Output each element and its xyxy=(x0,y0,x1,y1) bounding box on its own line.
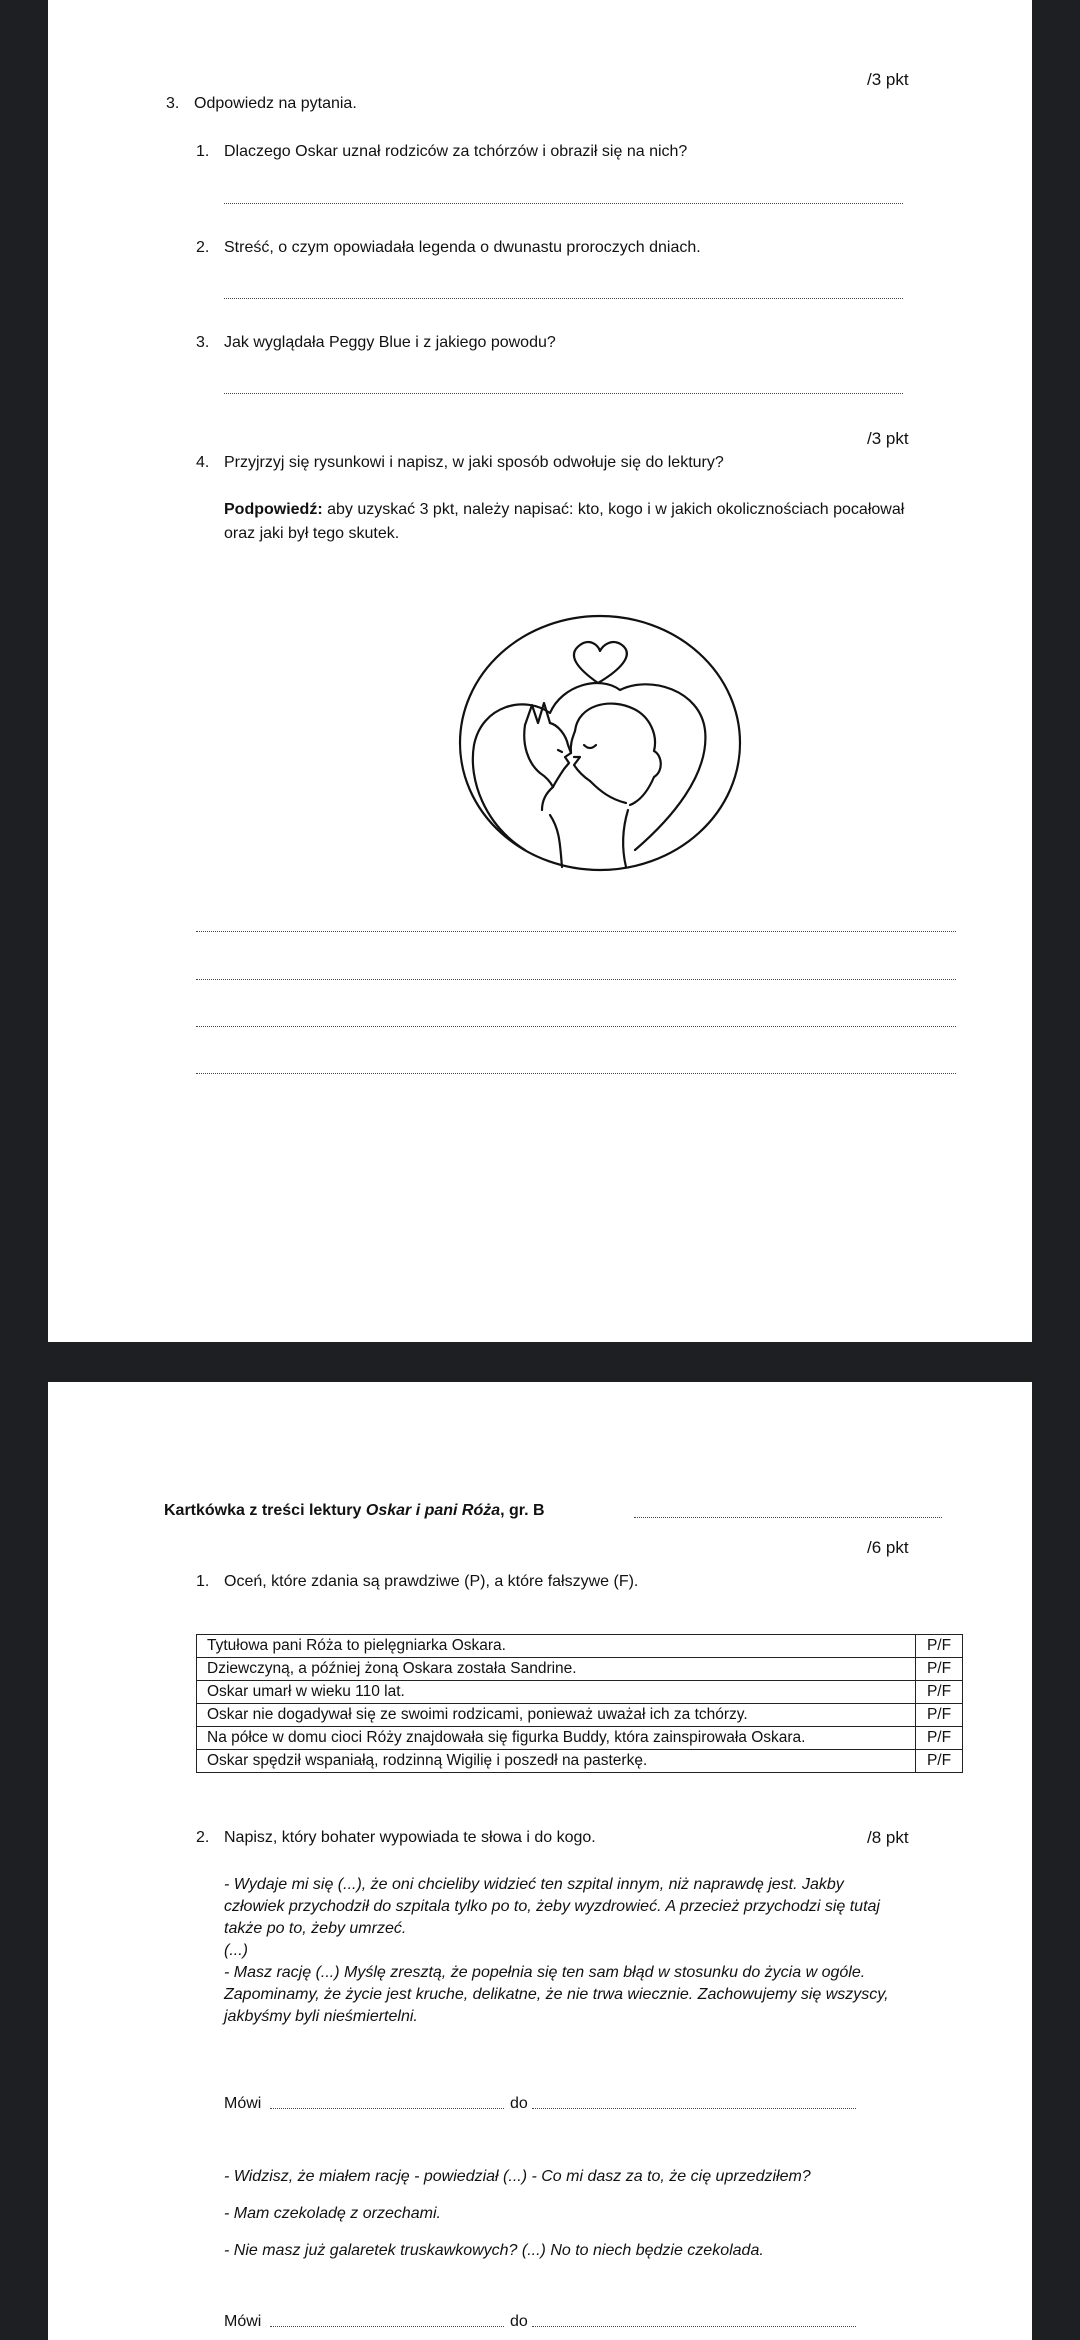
true-false-choice[interactable]: P/F xyxy=(916,1750,963,1773)
table-row xyxy=(197,1704,963,1727)
statement-cell: Na półce w domu cioci Róży znajdowała się figurka Buddy, która zainspirowała Oskara. xyxy=(197,1727,916,1750)
statement-cell: Dziewczyną, a później żoną Oskara została Sandrine. xyxy=(197,1658,916,1681)
true-false-choice[interactable]: P/F xyxy=(916,1727,963,1750)
statement-cell: Tytułowa pani Róża to pielęgniarka Oskara. xyxy=(197,1635,916,1658)
statement-cell: Oskar spędził wspaniałą, rodzinną Wigilię i poszedł na pasterkę. xyxy=(197,1750,916,1773)
recipient-line[interactable] xyxy=(532,2326,856,2327)
subquestion-number: 3. xyxy=(196,334,210,351)
quiz-title-prefix: Kartkówka z treści lektury xyxy=(164,1502,366,1519)
points-q4: /3 pkt xyxy=(867,429,909,448)
points-q3: /3 pkt xyxy=(867,70,909,89)
speaker-line[interactable] xyxy=(270,2108,504,2109)
table-row xyxy=(197,1727,963,1750)
subquestion-text: Streść, o czym opowiadała legenda o dwunastu proroczych dniach. xyxy=(224,239,701,256)
true-false-table xyxy=(196,1634,963,1773)
quiz-title-book: Oskar i pani Róża xyxy=(365,1502,501,1519)
quote-1-line: Zapominamy, że życie jest kruche, delikatne, że nie trwa wiecznie. Zachowujemy się wszyscy, xyxy=(224,1986,889,2003)
quote-1-line: - Wydaje mi się (...), że oni chcieliby widzieć ten szpital innym, niż naprawdę jest. Jakby xyxy=(224,1876,844,1893)
quote-2-line: - Widzisz, że miałem rację - powiedział (...) - Co mi dasz za to, że cię uprzedziłem? xyxy=(224,2168,811,2185)
quote-1-line: człowiek przychodził do szpitala tylko po to, żeby wyzdrowieć. A przecież przychodzi się tutaj xyxy=(224,1898,880,1915)
table-row xyxy=(197,1635,963,1658)
table-row xyxy=(197,1658,963,1681)
subquestion-text: Dlaczego Oskar uznał rodziców za tchórzów i obraził się na nich? xyxy=(224,143,688,160)
table-row xyxy=(197,1681,963,1704)
quiz-title xyxy=(164,1501,545,1521)
answer-line[interactable] xyxy=(224,393,903,394)
answer-line[interactable] xyxy=(196,1026,956,1027)
subquestion-number: 1. xyxy=(196,143,210,160)
answer-line[interactable] xyxy=(196,1073,956,1074)
answer-line[interactable] xyxy=(196,931,956,932)
statement-cell: Oskar umarł w wieku 110 lat. xyxy=(197,1681,916,1704)
worksheet-page-1 xyxy=(48,0,1032,1342)
question-number: 1. xyxy=(196,1573,210,1590)
subquestion-number: 4. xyxy=(196,454,210,471)
quote-2-line: - Mam czekoladę z orzechami. xyxy=(224,2205,441,2222)
worksheet-page-2 xyxy=(48,1382,1032,2340)
question-number: 3. xyxy=(166,95,180,112)
quote-1-line: - Masz rację (...) Myślę zresztą, że popełnia się ten sam błąd w stosunku do życia w ogóle. xyxy=(224,1964,866,1981)
quote-1 xyxy=(224,1874,889,2028)
table-row xyxy=(197,1750,963,1773)
mowi-label: Mówi xyxy=(224,2095,262,2112)
answer-line[interactable] xyxy=(224,298,903,299)
subquestion-number: 2. xyxy=(196,239,210,256)
hint-text: aby uzyskać 3 pkt, należy napisać: kto, kogo i w jakich okolicznościach pocałował xyxy=(322,501,905,518)
points-q2: /8 pkt xyxy=(867,1828,909,1847)
do-label: do xyxy=(510,2095,528,2112)
subquestion-text: Przyjrzyj się rysunkowi i napisz, w jaki sposób odwołuje się do lektury? xyxy=(224,454,724,471)
true-false-choice[interactable]: P/F xyxy=(916,1704,963,1727)
question-number: 2. xyxy=(196,1829,210,1846)
true-false-choice[interactable]: P/F xyxy=(916,1635,963,1658)
answer-line[interactable] xyxy=(196,979,956,980)
subquestion-text: Jak wyglądała Peggy Blue i z jakiego powodu? xyxy=(224,334,556,351)
quiz-title-suffix: , gr. B xyxy=(500,1502,545,1519)
quote-1-line: także po to, żeby umrzeć. xyxy=(224,1920,407,1937)
quote-1-line: jakbyśmy byli nieśmiertelni. xyxy=(224,2008,418,2025)
name-line[interactable] xyxy=(634,1517,942,1518)
mowi-label: Mówi xyxy=(224,2313,262,2330)
question-title: Odpowiedz na pytania. xyxy=(194,95,357,112)
true-false-choice[interactable]: P/F xyxy=(916,1681,963,1704)
quote-2-line: - Nie masz już galaretek truskawkowych? (...) No to niech będzie czekolada. xyxy=(224,2242,764,2259)
do-label: do xyxy=(510,2313,528,2330)
recipient-line[interactable] xyxy=(532,2108,856,2109)
hint-label: Podpowiedź: xyxy=(224,501,323,518)
quote-1-line: (...) xyxy=(224,1942,248,1959)
speaker-line[interactable] xyxy=(270,2326,504,2327)
statement-cell: Oskar nie dogadywał się ze swoimi rodzicami, ponieważ uważał ich za tchórzy. xyxy=(197,1704,916,1727)
question-text: Napisz, który bohater wypowiada te słowa i do kogo. xyxy=(224,1829,596,1846)
kiss-drawing-image xyxy=(450,605,750,885)
points-q1: /6 pkt xyxy=(867,1538,909,1557)
answer-line[interactable] xyxy=(224,203,903,204)
hint-text-cont: oraz jaki był tego skutek. xyxy=(224,525,400,542)
true-false-choice[interactable]: P/F xyxy=(916,1658,963,1681)
hint xyxy=(224,500,904,520)
question-text: Oceń, które zdania są prawdziwe (P), a które fałszywe (F). xyxy=(224,1573,639,1590)
